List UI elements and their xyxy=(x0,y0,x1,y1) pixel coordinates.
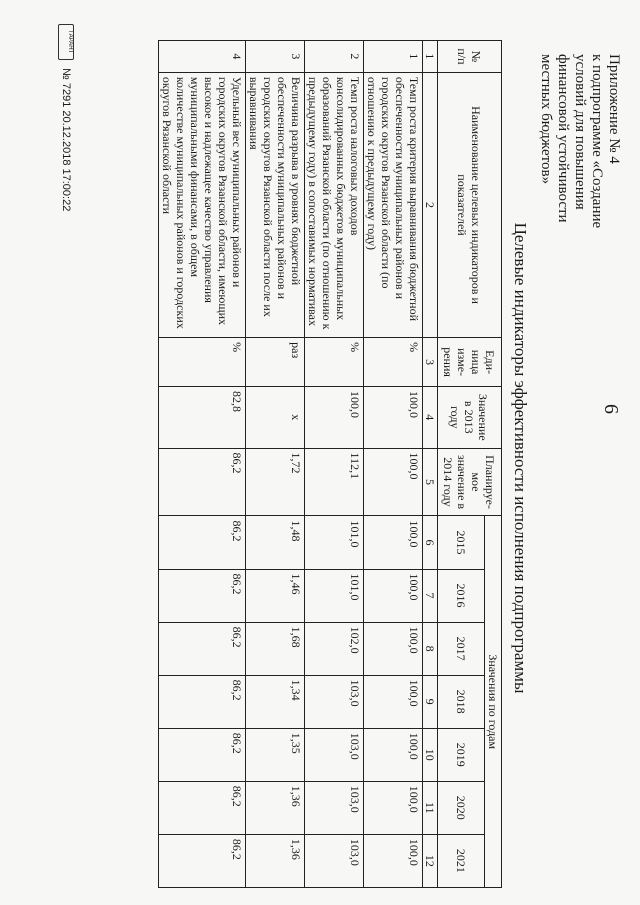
header-by-years: Значения по годам xyxy=(485,516,502,888)
column-index: 6 xyxy=(423,516,438,569)
row-value-2013: 100,0 xyxy=(364,386,423,448)
row-year-value: 103,0 xyxy=(305,781,364,834)
row-planned-2014: 86,2 xyxy=(159,448,246,516)
document-title: Целевые индикаторы эффективности исполнения подпрограммы xyxy=(511,222,530,694)
page-number: 6 xyxy=(600,404,622,414)
garant-logo: ГАРАНТ xyxy=(58,24,74,60)
header-unit: Еди-ница изме-рения xyxy=(438,338,502,387)
column-index: 2 xyxy=(423,72,438,337)
row-value-2013: 100,0 xyxy=(305,386,364,448)
row-unit: % xyxy=(159,338,246,387)
rotated-content xyxy=(12,18,630,886)
column-index: 5 xyxy=(423,448,438,516)
header-value-2013: Значение в 2013 году xyxy=(438,386,502,448)
appendix-line: местных бюджетов» xyxy=(538,54,554,185)
row-planned-2014: 112,1 xyxy=(305,448,364,516)
column-index: 7 xyxy=(423,569,438,622)
row-planned-2014: 100,0 xyxy=(364,448,423,516)
row-year-value: 100,0 xyxy=(364,675,423,728)
registration-stamp xyxy=(58,24,74,211)
indicators-table xyxy=(158,40,502,888)
row-year-value: 100,0 xyxy=(364,781,423,834)
row-indicator-name: Темп роста налоговых доходов консолидированных бюджетов муниципальных образований Рязанской области (по отношению к предыдущему году) в сопоставимых нормативах xyxy=(305,72,364,337)
row-value-2013: x xyxy=(246,386,305,448)
row-year-value: 86,2 xyxy=(159,569,246,622)
header-year: 2021 xyxy=(438,834,485,887)
row-year-value: 103,0 xyxy=(305,834,364,887)
row-year-value: 86,2 xyxy=(159,834,246,887)
column-index: 11 xyxy=(423,781,438,834)
table-row xyxy=(305,41,364,888)
registration-number: № 7291 20.12.2018 17:00:22 xyxy=(60,68,72,212)
row-year-value: 103,0 xyxy=(305,728,364,781)
row-year-value: 1,35 xyxy=(246,728,305,781)
row-num: 2 xyxy=(305,41,364,73)
row-year-value: 101,0 xyxy=(305,569,364,622)
column-index: 10 xyxy=(423,728,438,781)
table-row xyxy=(159,41,246,888)
header-year: 2017 xyxy=(438,622,485,675)
row-indicator-name: Удельный вес муниципальных районов и городских округов Рязанской области, имеющих высокое и надлежащее качество управления муниципальными финансами, в общем количестве муниципальных районов и городских округов Рязанской области xyxy=(159,72,246,337)
row-year-value: 86,2 xyxy=(159,728,246,781)
header-year: 2016 xyxy=(438,569,485,622)
column-index-row xyxy=(423,41,438,888)
column-index: 9 xyxy=(423,675,438,728)
header-year: 2018 xyxy=(438,675,485,728)
header-planned-2014: Планируе-мое значение в 2014 году xyxy=(438,448,502,516)
row-year-value: 86,2 xyxy=(159,781,246,834)
row-year-value: 86,2 xyxy=(159,675,246,728)
header-year: 2020 xyxy=(438,781,485,834)
row-year-value: 86,2 xyxy=(159,516,246,569)
row-num: 3 xyxy=(246,41,305,73)
row-indicator-name: Величина разрыва в уровнях бюджетной обеспеченности муниципальных районов и городских округов Рязанской области после их выравнивания xyxy=(246,72,305,337)
row-num: 4 xyxy=(159,41,246,73)
row-year-value: 102,0 xyxy=(305,622,364,675)
row-year-value: 100,0 xyxy=(364,728,423,781)
column-index: 4 xyxy=(423,386,438,448)
column-index: 3 xyxy=(423,338,438,387)
appendix-line: финансовой устойчивости xyxy=(555,54,571,223)
appendix-line: к подпрограмме «Создание xyxy=(589,54,605,229)
header-year: 2019 xyxy=(438,728,485,781)
appendix-header xyxy=(537,54,622,254)
table-row xyxy=(246,41,305,888)
header-name: Наименование целевых индикаторов и показателей xyxy=(438,72,502,337)
row-year-value: 1,46 xyxy=(246,569,305,622)
table-row xyxy=(364,41,423,888)
column-index: 1 xyxy=(423,41,438,73)
header-year: 2015 xyxy=(438,516,485,569)
row-num: 1 xyxy=(364,41,423,73)
row-value-2013: 82,8 xyxy=(159,386,246,448)
row-planned-2014: 1,72 xyxy=(246,448,305,516)
row-year-value: 86,2 xyxy=(159,622,246,675)
header-row xyxy=(485,41,502,888)
row-year-value: 100,0 xyxy=(364,516,423,569)
row-year-value: 1,36 xyxy=(246,781,305,834)
row-year-value: 1,34 xyxy=(246,675,305,728)
row-year-value: 1,36 xyxy=(246,834,305,887)
column-index: 8 xyxy=(423,622,438,675)
row-year-value: 101,0 xyxy=(305,516,364,569)
row-year-value: 1,48 xyxy=(246,516,305,569)
column-index: 12 xyxy=(423,834,438,887)
row-unit: раз xyxy=(246,338,305,387)
header-num: № п/п xyxy=(438,41,502,73)
appendix-line: условий для повышения xyxy=(572,54,588,210)
row-year-value: 1,68 xyxy=(246,622,305,675)
row-year-value: 103,0 xyxy=(305,675,364,728)
row-unit: % xyxy=(364,338,423,387)
row-year-value: 100,0 xyxy=(364,569,423,622)
row-year-value: 100,0 xyxy=(364,834,423,887)
row-unit: % xyxy=(305,338,364,387)
row-indicator-name: Темп роста критерия выравнивания бюджетной обеспеченности муниципальных районов и городских округов Рязанской области (по отношению к предыдущему году) xyxy=(364,72,423,337)
row-year-value: 100,0 xyxy=(364,622,423,675)
appendix-line: Приложение № 4 xyxy=(606,54,622,164)
